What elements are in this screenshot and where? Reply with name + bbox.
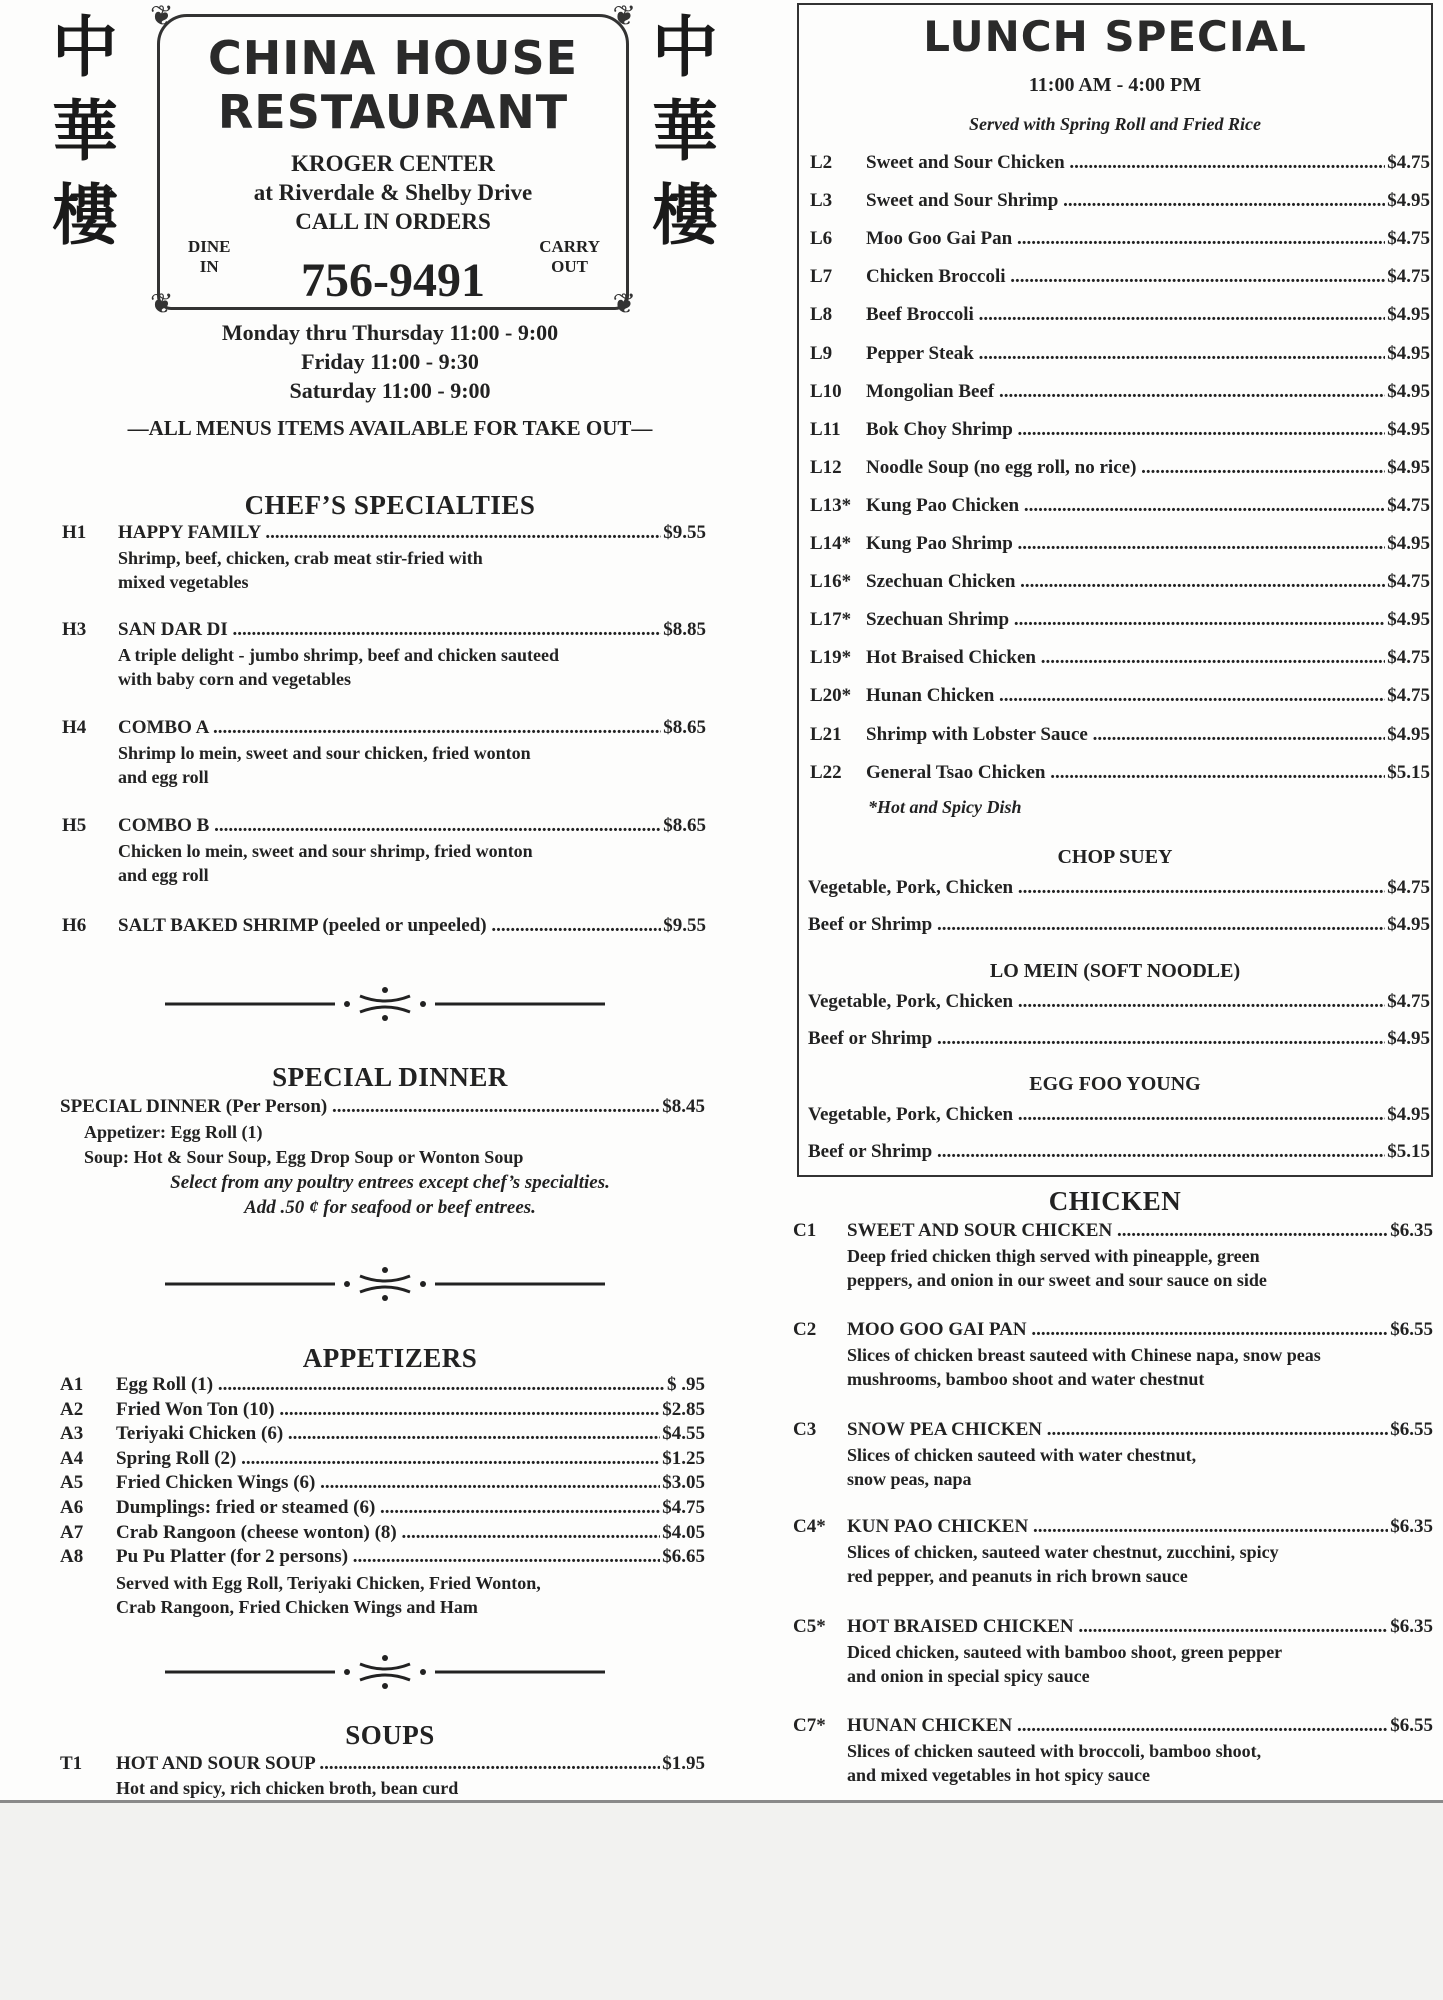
- item-code: L10: [810, 380, 842, 402]
- item-desc: mixed vegetables: [118, 572, 249, 592]
- section-title-soups: SOUPS: [345, 1720, 435, 1750]
- item-price: $3.05: [662, 1472, 705, 1494]
- flourish-icon: ❦: [612, 289, 636, 320]
- item-code: C4*: [793, 1516, 826, 1537]
- location-line1: KROGER CENTER: [291, 151, 495, 176]
- item-code: H5: [62, 815, 87, 836]
- item-price: $4.95: [1387, 456, 1430, 478]
- item-desc: Diced chicken, sauteed with bamboo shoot, green pepper: [847, 1642, 1283, 1662]
- item-price: $4.95: [1387, 342, 1430, 364]
- item-code: L9: [810, 342, 833, 364]
- item-name: Dumplings: fried or steamed (6) .....: [116, 1496, 701, 1520]
- item-desc: snow peas, napa: [847, 1469, 972, 1489]
- item-code: L16*: [810, 571, 852, 593]
- ornamental-divider: [165, 1650, 605, 1690]
- item-code: L21: [810, 723, 842, 745]
- lunch-special-title: LUNCH SPECIAL: [923, 12, 1307, 61]
- chinese-characters-right: [640, 8, 730, 260]
- item-price: $4.75: [1387, 991, 1430, 1012]
- item-desc: Shrimp, beef, chicken, crab meat stir-fried with: [118, 548, 483, 568]
- item-desc: Slices of chicken breast sauteed with Chinese napa, snow peas: [847, 1345, 1321, 1365]
- item-name: Beef or Shrimp .....: [808, 913, 1426, 937]
- item-price: $4.75: [1387, 228, 1430, 250]
- item-price: $4.75: [1387, 647, 1430, 669]
- item-name: Szechuan Chicken .....: [866, 570, 1426, 594]
- item-price: $6.35: [1390, 1616, 1433, 1637]
- item-code: L20*: [810, 685, 852, 707]
- section-title-chefs: CHEF’S SPECIALTIES: [244, 490, 536, 520]
- section-title-chicken: CHICKEN: [1048, 1186, 1182, 1216]
- item-desc: red pepper, and peanuts in rich brown sauce: [847, 1566, 1188, 1586]
- ornamental-divider: [165, 982, 605, 1022]
- item-desc: Slices of chicken, sauteed water chestnut, zucchini, spicy: [847, 1542, 1279, 1562]
- special-soup: Soup: Hot & Sour Soup, Egg Drop Soup or Wonton Soup: [84, 1147, 524, 1167]
- item-name: SAN DAR DI .....: [118, 618, 702, 642]
- item-name: Szechuan Shrimp .....: [866, 608, 1426, 632]
- group-title: EGG FOO YOUNG: [1029, 1073, 1201, 1095]
- item-desc: Slices of chicken sauteed with water chestnut,: [847, 1445, 1197, 1465]
- item-code: C3: [793, 1419, 817, 1440]
- item-desc: with baby corn and vegetables: [118, 669, 352, 689]
- special-note: Select from any poultry entrees except chef’s specialties.: [170, 1172, 610, 1193]
- item-price: $4.75: [662, 1497, 705, 1518]
- item-code: H3: [62, 619, 87, 640]
- item-desc: Deep fried chicken thigh served with pineapple, green: [847, 1246, 1260, 1266]
- item-code: L12: [810, 456, 842, 478]
- item-code: L8: [810, 304, 833, 326]
- item-price: $4.95: [1387, 190, 1430, 212]
- item-code: L11: [810, 418, 841, 440]
- item-name: MOO GOO GAI PAN .....: [847, 1318, 1429, 1342]
- group-title: LO MEIN (SOFT NOODLE): [989, 960, 1241, 982]
- item-code: L2: [810, 152, 833, 173]
- item-code: L13*: [810, 494, 852, 516]
- item-desc: and egg roll: [118, 865, 209, 885]
- item-desc: Chicken lo mein, sweet and sour shrimp, fried wonton: [118, 841, 533, 861]
- item-name: HUNAN CHICKEN .....: [847, 1714, 1429, 1738]
- item-name: Noodle Soup (no egg roll, no rice) .....: [866, 456, 1426, 480]
- item-desc: Slices of chicken sauteed with broccoli, bamboo shoot,: [847, 1741, 1262, 1761]
- item-code: A3: [60, 1423, 84, 1445]
- item-price: $6.55: [1390, 1319, 1433, 1340]
- item-name: SWEET AND SOUR CHICKEN .....: [847, 1219, 1429, 1243]
- platter-desc: Served with Egg Roll, Teriyaki Chicken, Fried Wonton,: [116, 1573, 541, 1593]
- item-price: $4.75: [1387, 266, 1430, 288]
- item-name: Crab Rangoon (cheese wonton) (8) .....: [116, 1521, 701, 1545]
- item-name: Kung Pao Shrimp .....: [866, 532, 1426, 556]
- platter-desc: Crab Rangoon, Fried Chicken Wings and Ham: [116, 1597, 478, 1617]
- item-name: Vegetable, Pork, Chicken .....: [808, 990, 1426, 1014]
- item-name: Sweet and Sour Chicken .....: [866, 151, 1426, 175]
- item-name: HOT AND SOUR SOUP .....: [116, 1752, 700, 1776]
- item-price: $4.05: [662, 1521, 705, 1543]
- item-price: $4.75: [1387, 877, 1430, 898]
- hours-line: Monday thru Thursday 11:00 - 9:00: [221, 320, 559, 345]
- item-name: Beef or Shrimp .....: [808, 1027, 1426, 1051]
- cjk-char: 中: [652, 9, 718, 86]
- item-price: $4.95: [1387, 609, 1430, 631]
- ornamental-divider: [165, 1262, 605, 1302]
- cjk-char: 中: [52, 9, 118, 86]
- item-code: T1: [60, 1753, 83, 1774]
- item-desc: and egg roll: [118, 767, 209, 787]
- item-price: $8.65: [663, 815, 706, 836]
- item-price: $6.55: [1390, 1419, 1433, 1440]
- section-title-appetizers: APPETIZERS: [302, 1343, 478, 1373]
- item-name: Fried Chicken Wings (6) .....: [116, 1471, 701, 1495]
- item-price: $2.85: [662, 1398, 705, 1420]
- item-code: A5: [60, 1472, 84, 1494]
- item-price: $5.15: [1387, 761, 1430, 783]
- item-name: SPECIAL DINNER (Per Person) .....: [60, 1095, 700, 1119]
- item-name: HOT BRAISED CHICKEN .....: [847, 1615, 1429, 1639]
- item-code: C1: [793, 1220, 817, 1241]
- item-price: $6.35: [1390, 1516, 1433, 1537]
- item-code: L22: [810, 761, 842, 783]
- restaurant-name-line2: RESTAURANT: [217, 85, 569, 139]
- flourish-icon: ❦: [150, 1, 174, 32]
- item-price: $9.55: [663, 915, 706, 936]
- cjk-char: 樓: [652, 177, 718, 254]
- item-code: A2: [60, 1398, 84, 1420]
- item-price: $4.75: [1387, 685, 1430, 707]
- item-name: Kung Pao Chicken .....: [866, 494, 1426, 518]
- item-name: Vegetable, Pork, Chicken .....: [808, 876, 1426, 900]
- divider-ornament-icon: [165, 982, 605, 1022]
- item-price: $8.45: [662, 1096, 705, 1117]
- item-price: $4.95: [1387, 1028, 1430, 1049]
- call-in-orders: CALL IN ORDERS: [295, 209, 491, 234]
- cjk-char: 樓: [52, 177, 118, 254]
- item-name: Hunan Chicken .....: [866, 684, 1426, 708]
- divider-ornament-icon: [165, 1650, 605, 1690]
- item-code: L14*: [810, 533, 852, 554]
- item-name: Shrimp with Lobster Sauce .....: [866, 723, 1426, 747]
- lunch-served-note: Served with Spring Roll and Fried Rice: [968, 114, 1262, 134]
- item-name: Mongolian Beef .....: [866, 380, 1426, 404]
- item-name: Beef or Shrimp .....: [808, 1140, 1426, 1164]
- flourish-icon: ❦: [612, 1, 636, 32]
- item-price: $1.95: [662, 1753, 705, 1774]
- item-name: General Tsao Chicken .....: [866, 761, 1426, 785]
- item-price: $4.95: [1387, 304, 1430, 326]
- item-price: $4.95: [1387, 914, 1430, 935]
- item-code: A6: [60, 1497, 84, 1518]
- item-price: $4.95: [1387, 533, 1430, 554]
- item-name: SNOW PEA CHICKEN .....: [847, 1418, 1429, 1442]
- takeout-note: —ALL MENUS ITEMS AVAILABLE FOR TAKE OUT—: [127, 416, 653, 440]
- dine-label-line: IN: [199, 257, 219, 276]
- item-code: A1: [60, 1374, 84, 1395]
- item-code: L7: [810, 266, 833, 288]
- item-name: Egg Roll (1) .....: [116, 1373, 701, 1397]
- section-title-special-dinner: SPECIAL DINNER: [272, 1062, 508, 1092]
- cjk-char: 華: [652, 93, 718, 170]
- item-code: L17*: [810, 609, 852, 631]
- item-name: Chicken Broccoli .....: [866, 265, 1426, 289]
- item-desc: Hot and spicy, rich chicken broth, bean curd: [116, 1778, 459, 1798]
- item-name: KUN PAO CHICKEN .....: [847, 1515, 1429, 1539]
- hours-line: Saturday 11:00 - 9:00: [289, 378, 491, 403]
- item-name: Pepper Steak .....: [866, 342, 1426, 366]
- item-code: C2: [793, 1319, 817, 1340]
- item-name: Moo Goo Gai Pan .....: [866, 227, 1426, 251]
- carry-label-line: CARRY: [539, 237, 600, 256]
- item-price: $9.55: [663, 522, 706, 543]
- item-code: H6: [62, 915, 87, 936]
- item-desc: peppers, and onion in our sweet and sour sauce on side: [847, 1270, 1267, 1290]
- item-name: Fried Won Ton (10) .....: [116, 1398, 701, 1422]
- item-price: $4.75: [1387, 494, 1430, 516]
- spicy-note: *Hot and Spicy Dish: [868, 797, 1022, 817]
- divider-ornament-icon: [165, 1262, 605, 1302]
- special-appetizer: Appetizer: Egg Roll (1): [84, 1122, 263, 1142]
- item-name: Hot Braised Chicken .....: [866, 646, 1426, 670]
- hours-line: Friday 11:00 - 9:30: [301, 349, 479, 374]
- item-name: HAPPY FAMILY .....: [118, 521, 702, 545]
- location-line2: at Riverdale & Shelby Drive: [253, 180, 533, 205]
- item-price: $6.55: [1390, 1715, 1433, 1736]
- item-name: Bok Choy Shrimp .....: [866, 418, 1426, 442]
- item-name: Beef Broccoli .....: [866, 303, 1426, 327]
- item-price: $ .95: [667, 1374, 705, 1395]
- flourish-icon: ❦: [150, 289, 174, 320]
- item-desc: Shrimp lo mein, sweet and sour chicken, fried wonton: [118, 743, 531, 763]
- item-code: C7*: [793, 1715, 826, 1736]
- item-name: Spring Roll (2) .....: [116, 1447, 701, 1471]
- lunch-hours: 11:00 AM - 4:00 PM: [1028, 74, 1202, 96]
- phone-number: 756-9491: [301, 254, 485, 307]
- item-price: $4.95: [1387, 380, 1430, 402]
- item-desc: and onion in special spicy sauce: [847, 1666, 1090, 1686]
- item-name: COMBO A .....: [118, 716, 702, 740]
- item-price: $4.95: [1387, 1104, 1430, 1125]
- item-code: H1: [62, 522, 87, 543]
- special-note: Add .50 ¢ for seafood or beef entrees.: [244, 1197, 536, 1218]
- cjk-char: 華: [52, 93, 118, 170]
- item-price: $1.25: [662, 1447, 705, 1469]
- item-code: A4: [60, 1447, 84, 1469]
- item-price: $4.95: [1387, 723, 1430, 745]
- group-title: CHOP SUEY: [1057, 846, 1173, 868]
- item-code: L6: [810, 228, 833, 250]
- item-price: $4.75: [1387, 571, 1430, 593]
- item-price: $4.55: [662, 1423, 705, 1445]
- item-code: A7: [60, 1521, 84, 1543]
- item-price: $6.35: [1390, 1220, 1433, 1241]
- item-code: A8: [60, 1546, 84, 1568]
- item-name: COMBO B .....: [118, 814, 702, 838]
- item-code: C5*: [793, 1616, 826, 1637]
- item-price: $8.65: [663, 717, 706, 738]
- item-desc: and mixed vegetables in hot spicy sauce: [847, 1765, 1151, 1785]
- item-name: SALT BAKED SHRIMP (peeled or unpeeled) .....: [118, 914, 702, 938]
- item-price: $5.15: [1387, 1141, 1430, 1162]
- restaurant-logo: [150, 1, 636, 320]
- item-name: Sweet and Sour Shrimp .....: [866, 189, 1426, 213]
- item-price: $8.85: [663, 619, 706, 640]
- item-price: $4.75: [1387, 152, 1430, 173]
- item-code: L19*: [810, 647, 852, 669]
- dine-label-line: DINE: [188, 237, 231, 256]
- item-desc: A triple delight - jumbo shrimp, beef and chicken sauteed: [118, 645, 560, 665]
- item-name: Vegetable, Pork, Chicken .....: [808, 1103, 1426, 1127]
- item-desc: mushrooms, bamboo shoot and water chestnut: [847, 1369, 1205, 1389]
- item-price: $6.65: [662, 1546, 705, 1568]
- page-edge: [0, 1800, 1443, 1803]
- carry-label-line: OUT: [551, 257, 589, 276]
- chinese-characters-left: [40, 8, 130, 260]
- item-code: L3: [810, 190, 833, 212]
- item-name: Pu Pu Platter (for 2 persons) .....: [116, 1545, 701, 1569]
- item-code: H4: [62, 717, 87, 738]
- restaurant-name-line1: CHINA HOUSE: [208, 31, 578, 85]
- item-name: Teriyaki Chicken (6) .....: [116, 1422, 701, 1446]
- item-price: $4.95: [1387, 418, 1430, 440]
